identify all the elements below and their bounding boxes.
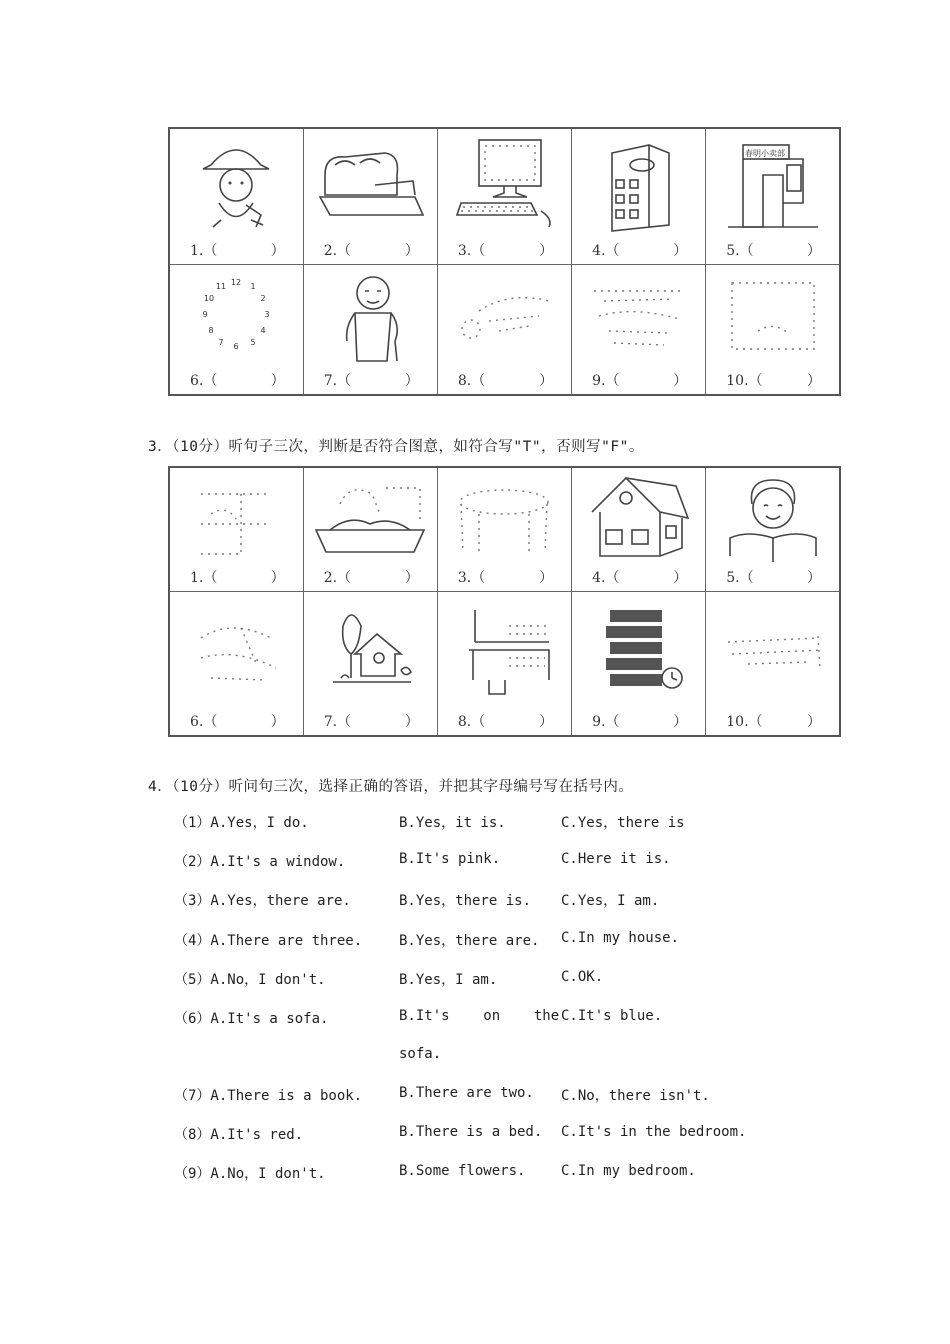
svg-text:6: 6: [233, 341, 239, 351]
building-icon: [594, 135, 684, 235]
cell-label: 10.（: [726, 373, 763, 389]
option-a: （9）A.No，I don't.: [174, 1166, 326, 1182]
option-c: C.OK.: [561, 969, 604, 985]
cell-label: 8.（: [457, 714, 486, 730]
option-c: C.Here it is.: [561, 851, 671, 867]
option-a: （6）A.It's a sofa.: [174, 1011, 329, 1027]
faded-picture-icon: [584, 271, 694, 363]
faded-picture-icon: [718, 271, 828, 363]
cell-3-4: 4.（ ）: [572, 467, 706, 591]
svg-text:1: 1: [250, 281, 256, 291]
cell-label: 1.（: [190, 569, 218, 586]
option-c: C.No，there isn't.: [561, 1088, 710, 1104]
cell-3-8: 8.（ ）: [437, 591, 571, 736]
cell-label: 4.（: [592, 569, 620, 586]
cell-label: 8.（: [457, 373, 486, 389]
cell-label: 9.（: [592, 373, 620, 389]
option-b: B.Yes，there is.: [399, 893, 532, 909]
option-b: B.It's on the: [399, 1008, 560, 1024]
option-a: （4）A.There are three.: [174, 933, 363, 949]
cell-2-5: 春明小卖部 5.（ ）: [706, 128, 840, 264]
option-a: （7）A.There is a book.: [174, 1088, 363, 1104]
option-b-continued: sofa.: [399, 1046, 442, 1062]
option-a: （3）A.Yes，there are.: [174, 893, 351, 909]
grandpa-icon: [325, 271, 415, 363]
cell-2-2: 2.（ ）: [303, 128, 437, 264]
option-b: B.Yes，there are.: [399, 933, 540, 949]
cell-2-6: 12 1 2 3 4 5 6 7 8 9 10 11 6.（ ）: [169, 264, 303, 395]
table-icon: [449, 474, 559, 562]
svg-text:8: 8: [208, 325, 214, 335]
cell-2-1: 1.（ ）: [169, 128, 303, 264]
svg-text:2: 2: [260, 293, 266, 303]
books-clock-icon: [584, 598, 694, 706]
cell-label: 5.（: [726, 569, 754, 586]
section4-heading: 4．（10分）听问句三次，选择正确的答语，并把其字母编号写在括号内。: [148, 779, 634, 795]
faded-picture-icon: [181, 598, 291, 706]
option-c: C.It's blue.: [561, 1008, 663, 1024]
cell-2-8: 8.（ ）: [437, 264, 571, 395]
cell-label: 2.（: [323, 569, 352, 586]
cell-3-2: 2.（ ）: [303, 467, 437, 591]
cell-label: 6.（: [190, 714, 218, 730]
computer-icon: [449, 135, 559, 235]
bathtub-icon: [310, 474, 430, 562]
cell-3-3: 3.（ ）: [437, 467, 571, 591]
faded-picture-icon: [449, 271, 559, 363]
cell-label: 5.（: [726, 242, 754, 259]
option-a: （2）A.It's a window.: [174, 854, 346, 870]
svg-text:7: 7: [218, 337, 224, 347]
cell-2-7: 7.（ ）: [303, 264, 437, 395]
cell-2-3: 3.（ ）: [437, 128, 571, 264]
svg-text:11: 11: [216, 281, 227, 291]
faded-picture-icon: [181, 474, 291, 562]
cell-label: 7.（: [323, 714, 352, 730]
cell-label: 4.（: [592, 242, 620, 259]
cell-3-9: 9.（ ）: [572, 591, 706, 736]
cell-2-10: 10.（ ）: [706, 264, 840, 395]
cell-label: 9.（: [592, 714, 620, 730]
option-b: B.There is a bed.: [399, 1124, 543, 1140]
cell-3-5: 5.（ ）: [706, 467, 840, 591]
cell-3-7: 7.（ ）: [303, 591, 437, 736]
option-a: （1）A.Yes，I do.: [174, 815, 309, 831]
boy-reading-icon: [718, 474, 828, 562]
option-c: C.In my bedroom.: [561, 1163, 696, 1179]
cell-label: 3.（: [457, 569, 486, 586]
picture-grid-section3: [168, 466, 841, 737]
cell-label: 2.（: [323, 242, 352, 259]
option-b: B.Yes，I am.: [399, 972, 498, 988]
cell-label: 7.（: [323, 373, 352, 389]
shop-icon: [723, 135, 823, 235]
sofa-bed-icon: [315, 135, 425, 235]
option-b: B.It's pink.: [399, 851, 501, 867]
svg-text:9: 9: [202, 309, 208, 319]
option-c: C.Yes，I am.: [561, 893, 660, 909]
option-c: C.It's in the bedroom.: [561, 1124, 747, 1140]
cell-label: 3.（: [457, 242, 486, 259]
svg-text:4: 4: [260, 325, 266, 335]
cell-3-6: 6.（ ）: [169, 591, 303, 736]
house-icon: [584, 474, 694, 562]
cell-label: 6.（: [190, 373, 218, 389]
svg-text:12: 12: [231, 277, 242, 287]
picture-grid-section2: [168, 127, 841, 396]
faded-picture-icon: [718, 598, 828, 706]
boy-with-hat-icon: [191, 135, 281, 235]
option-b: B.There are two.: [399, 1085, 534, 1101]
shop-sign-text: 春明小卖部: [744, 149, 785, 158]
option-b: B.Yes，it is.: [399, 815, 506, 831]
clock-icon: [191, 271, 281, 363]
cell-3-10: 10.（ ）: [706, 591, 840, 736]
option-a: （8）A.It's red.: [174, 1127, 304, 1143]
garden-house-icon: [315, 598, 425, 706]
cell-2-4: 4.（ ）: [572, 128, 706, 264]
svg-text:10: 10: [204, 293, 215, 303]
svg-text:3: 3: [264, 309, 270, 319]
option-a: （5）A.No，I don't.: [174, 972, 326, 988]
desk-icon: [449, 598, 559, 706]
option-c: C.In my house.: [561, 930, 680, 946]
cell-2-9: 9.（ ）: [572, 264, 706, 395]
svg-text:5: 5: [250, 337, 256, 347]
section3-heading: 3．（10分）听句子三次，判断是否符合图意，如符合写"T"，否则写"F"。: [148, 439, 644, 455]
cell-label: 10.（: [726, 714, 763, 730]
cell-3-1: 1.（ ）: [169, 467, 303, 591]
cell-label: 1.（: [190, 242, 218, 259]
option-b: B.Some flowers.: [399, 1163, 526, 1179]
option-c: C.Yes，there is: [561, 815, 685, 831]
